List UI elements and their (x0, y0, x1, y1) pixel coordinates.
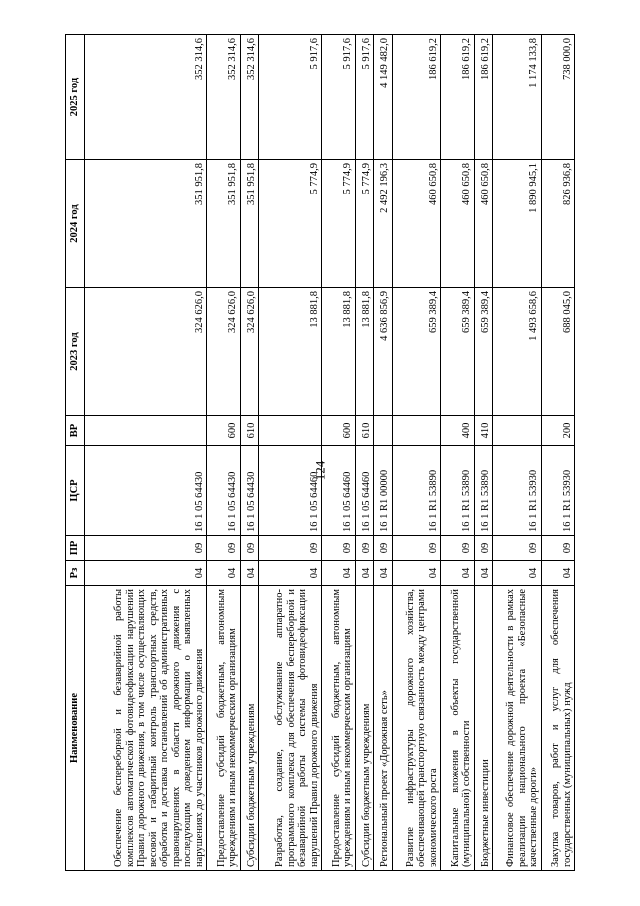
cell-pr: 09 (441, 536, 474, 561)
cell-2024: 5 774,9 (259, 160, 322, 288)
cell-2025: 186 619,2 (474, 35, 493, 160)
cell-name: Капитальные вложения в объекты государственной (муниципальной) собственности (441, 586, 474, 871)
cell-pr: 09 (493, 536, 541, 561)
table-row (240, 35, 259, 871)
cell-pr: 09 (374, 536, 393, 561)
table-row (207, 35, 240, 871)
cell-vr: 600 (322, 416, 355, 446)
table-row (441, 35, 474, 871)
cell-2025: 738 000,0 (541, 35, 575, 160)
cell-vr: 200 (541, 416, 575, 446)
cell-2025: 5 917,6 (355, 35, 374, 160)
header-2024: 2024 год (66, 160, 85, 288)
header-name: Наименование (66, 586, 85, 871)
table-row (322, 35, 355, 871)
cell-rz: 04 (474, 561, 493, 586)
cell-csr: 16 1 05 64430 (85, 446, 207, 536)
cell-vr (374, 416, 393, 446)
cell-pr: 09 (322, 536, 355, 561)
cell-name: Предоставление субсидий бюджетным, автономным учреждениям и иным некоммерческим организациям (322, 586, 355, 871)
header-csr: ЦСР (66, 446, 85, 536)
header-2023: 2023 год (66, 288, 85, 416)
cell-2024: 460 650,8 (392, 160, 440, 288)
rotated-table-container (65, 35, 575, 871)
cell-pr: 09 (541, 536, 575, 561)
cell-2025: 5 917,6 (259, 35, 322, 160)
cell-rz: 04 (355, 561, 374, 586)
cell-csr: 16 1 05 64460 (259, 446, 322, 536)
cell-rz: 04 (541, 561, 575, 586)
cell-name: Бюджетные инвестиции (474, 586, 493, 871)
cell-2023: 4 636 856,9 (374, 288, 393, 416)
cell-csr: 16 1 05 64430 (207, 446, 240, 536)
table-row (85, 35, 207, 871)
cell-rz: 04 (374, 561, 393, 586)
cell-name: Развитие инфраструктуры дорожного хозяйства, обеспечивающей транспортную связанность между центрами экономического роста (392, 586, 440, 871)
cell-2024: 5 774,9 (322, 160, 355, 288)
cell-rz: 04 (493, 561, 541, 586)
cell-csr: 16 1 R1 53890 (474, 446, 493, 536)
cell-csr: 16 1 05 64460 (355, 446, 374, 536)
cell-2025: 186 619,2 (392, 35, 440, 160)
cell-pr: 09 (355, 536, 374, 561)
header-pr: ПР (66, 536, 85, 561)
cell-vr: 610 (240, 416, 259, 446)
cell-name: Региональный проект «Дорожная сеть» (374, 586, 393, 871)
cell-2024: 351 951,8 (207, 160, 240, 288)
cell-name: Разработка, создание, обслуживание аппаратно-программного комплекса для обеспечения беспереборной и безаварийной работы системы фотовидеофиксации нарушений Правил дорожного движения (259, 586, 322, 871)
cell-csr: 16 1 R1 53930 (541, 446, 575, 536)
cell-csr: 16 1 R1 53930 (493, 446, 541, 536)
cell-name: Субсидии бюджетным учреждениям (355, 586, 374, 871)
cell-2024: 460 650,8 (441, 160, 474, 288)
cell-name: Финансовое обеспечение дорожной деятельности в рамках реализации национального проекта «Безопасные качественные дороги» (493, 586, 541, 871)
cell-2024: 351 951,8 (85, 160, 207, 288)
cell-name: Обеспечение беспереборной и безаварийной работы комплексов автоматической фотовидеофиксации нарушений Правил дорожного движения, в том числе осуществляющих весовой и габаритный контроль транспортных средств, обработка и доставка постановлений об административных правонарушениях в области дорожного движения с последующим доведением информации о выявленных нарушениях до участников дорожного движения (85, 586, 207, 871)
header-2025: 2025 год (66, 35, 85, 160)
cell-csr: 16 1 R1 53890 (392, 446, 440, 536)
cell-vr (493, 416, 541, 446)
cell-vr (259, 416, 322, 446)
cell-rz: 04 (85, 561, 207, 586)
table-row (541, 35, 575, 871)
cell-vr (85, 416, 207, 446)
table-header-row (66, 35, 85, 871)
header-rz: Рз (66, 561, 85, 586)
cell-2025: 352 314,6 (85, 35, 207, 160)
cell-2023: 659 389,4 (474, 288, 493, 416)
cell-2023: 1 493 658,6 (493, 288, 541, 416)
cell-2025: 352 314,6 (207, 35, 240, 160)
cell-2023: 324 626,0 (207, 288, 240, 416)
header-vr: ВР (66, 416, 85, 446)
table-row (392, 35, 440, 871)
table-row (259, 35, 322, 871)
cell-csr: 16 1 R1 53890 (441, 446, 474, 536)
cell-csr: 16 1 R1 00000 (374, 446, 393, 536)
cell-rz: 04 (240, 561, 259, 586)
table-row (374, 35, 393, 871)
cell-csr: 16 1 05 64460 (322, 446, 355, 536)
cell-2024: 460 650,8 (474, 160, 493, 288)
cell-2025: 186 619,2 (441, 35, 474, 160)
cell-pr: 09 (207, 536, 240, 561)
cell-vr: 600 (207, 416, 240, 446)
cell-rz: 04 (392, 561, 440, 586)
cell-pr: 09 (240, 536, 259, 561)
cell-2024: 351 951,8 (240, 160, 259, 288)
cell-csr: 16 1 05 64430 (240, 446, 259, 536)
page-number: 124 (312, 460, 328, 481)
cell-2025: 352 314,6 (240, 35, 259, 160)
cell-2023: 13 881,8 (355, 288, 374, 416)
cell-rz: 04 (259, 561, 322, 586)
cell-name: Закупка товаров, работ и услуг для обеспечения государственных (муниципальных) нужд (541, 586, 575, 871)
table-body (85, 35, 575, 871)
cell-pr: 09 (85, 536, 207, 561)
cell-rz: 04 (207, 561, 240, 586)
cell-2025: 1 174 133,8 (493, 35, 541, 160)
cell-rz: 04 (441, 561, 474, 586)
cell-2024: 2 492 196,3 (374, 160, 393, 288)
cell-2023: 659 389,4 (392, 288, 440, 416)
cell-2023: 13 881,8 (322, 288, 355, 416)
cell-2023: 659 389,4 (441, 288, 474, 416)
cell-pr: 09 (474, 536, 493, 561)
cell-2024: 5 774,9 (355, 160, 374, 288)
cell-vr: 610 (355, 416, 374, 446)
cell-rz: 04 (322, 561, 355, 586)
table-row (493, 35, 541, 871)
cell-name: Предоставление субсидий бюджетным, автономным учреждениям и иным некоммерческим организациям (207, 586, 240, 871)
cell-pr: 09 (259, 536, 322, 561)
table-row (355, 35, 374, 871)
cell-2024: 1 890 945,1 (493, 160, 541, 288)
cell-2023: 688 045,0 (541, 288, 575, 416)
cell-2023: 13 881,8 (259, 288, 322, 416)
budget-table (65, 34, 575, 871)
cell-vr: 400 (441, 416, 474, 446)
cell-vr (392, 416, 440, 446)
cell-2025: 4 149 482,0 (374, 35, 393, 160)
cell-2024: 826 936,8 (541, 160, 575, 288)
cell-2023: 324 626,0 (240, 288, 259, 416)
cell-name: Субсидии бюджетным учреждениям (240, 586, 259, 871)
cell-vr: 410 (474, 416, 493, 446)
cell-2023: 324 626,0 (85, 288, 207, 416)
table-row (474, 35, 493, 871)
cell-2025: 5 917,6 (322, 35, 355, 160)
cell-pr: 09 (392, 536, 440, 561)
